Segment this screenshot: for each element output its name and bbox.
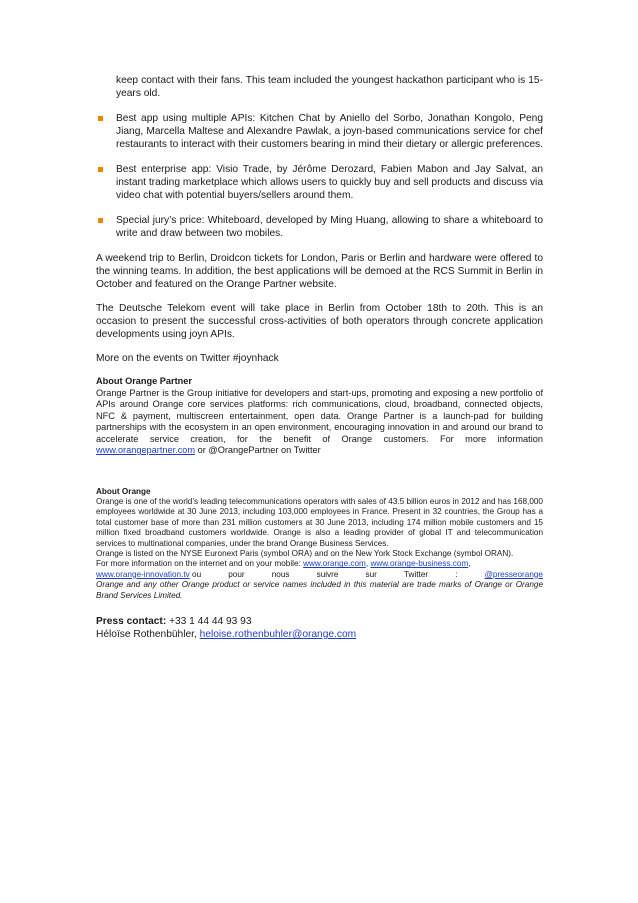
orangepartner-link[interactable]: www.orangepartner.com bbox=[96, 445, 196, 455]
bullet-text: Best app using multiple APIs: Kitchen Chat by Aniello del Sorbo, Jonathan Kongolo, Peng Jiang, Marcella Maltese and Alexandre Pawlak, a joyn-based communications service for chef restaurants to interact with their customers bearing in mind their dietary or allergic preferences. bbox=[116, 113, 543, 150]
bullet-item bbox=[96, 214, 543, 240]
about-orange-text: Orange is one of the world’s leading telecommunications operators with sales of 43.5 billion euros in 2012 and has 168,000 employees worldwide at 30 June 2013, including 103,000 employees in France. Present in 32 countries, the Group has a total customer base of more than 231 million customers at 30 June 2013, including 174 million mobile customers and 15 million fixed broadband customers worldwide. Orange is also a leading provider of global IT and telecommunication services to multinational companies, under the brand Orange Business Services. bbox=[96, 496, 543, 548]
word-sur: sur bbox=[365, 569, 377, 579]
press-name: Héloïse Rothenbühler, bbox=[96, 628, 197, 640]
word-colon: : bbox=[455, 569, 458, 579]
orange-business-link[interactable]: www.orange-business.com bbox=[370, 559, 469, 569]
bullet-text: Best enterprise app: Visio Trade, by Jérôme Derozard, Fabien Mabon and Jay Salvat, an instant trading marketplace which allows users to quickly buy and sell products and discuss via video chat with potential buyers/sellers around them. bbox=[116, 164, 543, 201]
about-partner-heading: About Orange Partner bbox=[96, 376, 192, 386]
word-ou: ou bbox=[192, 569, 202, 579]
document-content bbox=[96, 74, 543, 641]
press-contact bbox=[96, 615, 543, 641]
social-line-start bbox=[96, 570, 201, 580]
bullet-square-icon bbox=[98, 218, 103, 223]
press-contact-line bbox=[96, 615, 543, 628]
bullet-square-icon bbox=[98, 116, 103, 121]
bullet-item bbox=[96, 112, 543, 151]
bullet-continuation: keep contact with their fans. This team included the youngest hackathon participant who is 15-years old. bbox=[116, 75, 543, 99]
about-partner-text bbox=[96, 388, 543, 457]
about-partner-tail: or @OrangePartner on Twitter bbox=[197, 445, 321, 455]
press-phone: +33 1 44 44 93 93 bbox=[169, 615, 252, 627]
about-orange-info: For more information on the internet and on your mobile: www.orange.com, www.orange-business.com, bbox=[96, 559, 471, 569]
about-orange-heading: About Orange bbox=[96, 486, 151, 496]
bullet-square-icon bbox=[98, 167, 103, 172]
press-email-link[interactable]: heloise.rothenbuhler@orange.com bbox=[199, 628, 357, 640]
orange-com-link[interactable]: www.orange.com bbox=[303, 559, 366, 569]
paragraph-event: The Deutsche Telekom event will take place in Berlin from October 18th to 20th. This is an occasion to present the successful cross-activities of both operators through concrete application developments using joyn APIs. bbox=[96, 303, 543, 340]
paragraph-prizes: A weekend trip to Berlin, Droidcon tickets for London, Paris or Berlin and hardware were offered to the winning teams. In addition, the best applications will be demoed at the RCS Summit in Berlin in October and featured on the Orange Partner website. bbox=[96, 253, 543, 290]
info-prefix: For more information on the internet and on your mobile: bbox=[96, 559, 301, 569]
about-orange-social-line bbox=[96, 570, 543, 580]
press-contact-label: Press contact: bbox=[96, 615, 167, 627]
about-orange bbox=[96, 487, 543, 601]
bullet-text: Special jury’s price: Whiteboard, developed by Ming Huang, allowing to share a whiteboard to write and draw between two mobiles. bbox=[116, 215, 543, 239]
word-nous: nous bbox=[271, 569, 290, 579]
about-orange-listing: Orange is listed on the NYSE Euronext Paris (symbol ORA) and on the New York Stock Exchange (symbol ORAN). bbox=[96, 548, 514, 558]
word-pour: pour bbox=[228, 569, 245, 579]
about-partner-body: Orange Partner is the Group initiative for developers and start-ups, promoting and exposing a new portfolio of APIs around Orange core services platforms: rich communications, cloud, broadband, connected objects, NFC & payment, multiscreen entertainment, open data. Orange Partner is a launch-pad for building partnerships with the ecosystem in an open environment, encouraging innovation in and around our brand to accelerate service creation, for the benefit of Orange customers. For more information bbox=[96, 387, 543, 444]
press-name-line bbox=[96, 628, 543, 641]
paragraph-twitter: More on the events on Twitter #joynhack bbox=[96, 353, 279, 364]
presseorange-link[interactable]: @presseorange bbox=[484, 569, 543, 579]
word-twitter: Twitter bbox=[404, 569, 429, 579]
about-orange-partner bbox=[96, 376, 543, 457]
word-suivre: suivre bbox=[316, 569, 339, 579]
spacer bbox=[96, 467, 543, 487]
trademark-notice: Orange and any other Orange product or service names included in this material are trade marks of Orange or Orange Brand Services Limited. bbox=[96, 580, 543, 600]
bullet-item bbox=[96, 163, 543, 202]
orange-innovation-link[interactable]: www.orange-innovation.tv bbox=[96, 569, 190, 579]
